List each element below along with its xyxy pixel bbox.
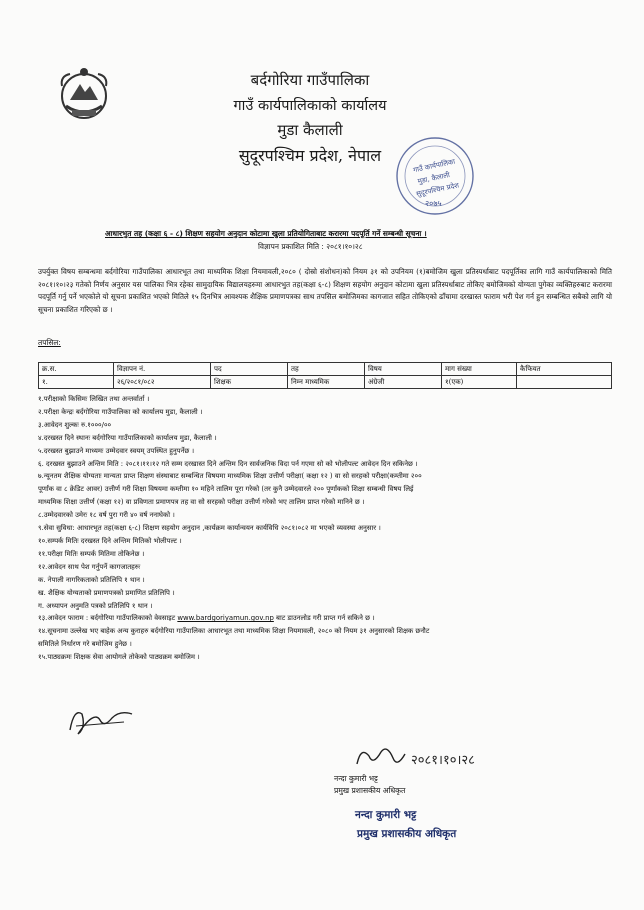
table-cell: निम्न माध्यमिक [288, 376, 365, 389]
table-label: तपसिल: [38, 338, 61, 347]
header-cell: विषय [365, 363, 442, 376]
conditions-list [38, 393, 614, 664]
list-item: समितिले निर्धारण गरे बमोजिम हुनेछ । [38, 640, 132, 649]
nepal-emblem-icon [52, 62, 116, 126]
item13-prefix: १३.आवेदन फाराम : बर्दगोरिया गाउँपालिकाको वेवसाइट [38, 614, 178, 623]
header-line-4: सुदूरपश्चिम प्रदेश, नेपाल [238, 146, 382, 165]
header-cell: तह [288, 363, 365, 376]
list-item: १०.सम्पर्क मितिः दरखस्त दिने अन्तिम मितिको भोलीपल्ट । [38, 536, 182, 545]
handwritten-signature-right [353, 738, 483, 776]
item13-suffix: बाट डाउनलोड गरी प्राप्त गर्न सकिने छ । [273, 614, 375, 623]
table-cell: अंग्रेजी [365, 376, 442, 389]
handwritten-date: २०८१।१०।२८ [411, 753, 475, 768]
notice-subject: आधारभुत तह (कक्षा ६ - ८) शिक्षण सहयोग अनुदान कोटामा खुला प्रतियोगिताबाट करारमा पदपूर्ति गर्ने सम्बन्धी सूचना । [105, 229, 427, 238]
website-link[interactable]: www.bardgoriyamun.gov.np [177, 614, 274, 623]
list-item: २.परीक्षा केन्द्रः बर्दगोरिया गाउँपालिका को कार्यालय मुडा, कैलाली । [38, 407, 203, 416]
seal-name: नन्दा कुमारी भट्ट [355, 809, 417, 821]
list-item: ९.सेवा सुविधा: आधारभूत तह(कक्षा ६-८) शिक्षण सहयोग अनुदान ,कार्यक्रम कार्यान्वयन कार्यविधि २०८१।०८२ मा भएको व्यवस्था अनुसार । [38, 524, 381, 533]
list-item: माध्यमिक शिक्षा उत्तीर्ण (कक्षा १२) वा प्रविणता प्रमाणपत्र तह वा सो सरहको परीक्षा उत्तीर्ण गरेको भए तालिम प्राप्त गरेको मानिने छ । [38, 498, 365, 507]
list-item: ६. दरखस्त बुझाउने अन्तिम मिति : २०८१।११।१२ गते सम्म दरखास्त दिने अन्तिम दिन सार्वजनिक विदा पर्न गएमा सो को भोलीपल्ट आवेदन दिन सकिनेछ । [38, 459, 418, 468]
table-cell: १(एक) [442, 376, 517, 389]
stamp-line-2: मुडा, कैलाली [416, 170, 451, 186]
stamp-line-1: गाउँ कार्यपालिका [412, 157, 456, 175]
header-cell: विज्ञापन नं. [114, 363, 211, 376]
header-line-1: बर्दगोरिया गाउँपालिका [250, 71, 370, 89]
stamp-year: २०७५ [425, 199, 442, 208]
header-line-3: मुडा कैलाली [277, 121, 343, 139]
list-item: ७.न्यूनतम शैक्षिक योग्यताः मान्यता प्राप्त शिक्षण संस्थाबाट सम्बन्धित विषयमा माध्यमिक शिक्षा उत्तीर्ण परीक्षा( कक्षा १२ ) वा सो सरहको परीक्षा(कम्तीमा २०० [38, 472, 422, 481]
signer-title: प्रमुख प्रशासकीय अधिकृत [334, 786, 406, 795]
list-item: १५.पाठ्यक्रमः शिक्षक सेवा आयोगले तोकेको पाठ्यक्रम बमोजिम । [38, 653, 200, 662]
header-line-2: गाउँ कार्यपालिकाको कार्यालय [233, 98, 387, 114]
table-header-row [39, 363, 612, 376]
list-item-13 [38, 612, 614, 625]
list-item: ३.आवेदन शुल्कः रु.१०००/०० [38, 420, 112, 429]
notice-paragraph: उपर्युक्त विषय सम्बन्धमा बर्दगोरिया गाउँपालिका आधारभूत तथा माध्यमिक शिक्षा नियमावली,२०८० ( दोस्रो संशोधन)को नियम ३१ को उपनियम (१)बमोजिम खुला प्रतिस्पर्धाबाट पदपूर्तिका लागि गाउँ कार्यपालिकाको मिति २०८१।१०।२३ गतेको निर्णय अनुसार यस पालिका भित्र रहेका सामुदायिक विद्यालयहरुमा आधारभुत तह(कक्षा ६-८) शिक्षण सहयोग अनुदान कोटामा खुला प्रतिस्पर्धाबाट तोकिए बमोजिमको योग्यता पुगेका व्यक्तिहरुबाट करारमा पदपूर्ति गर्नु पर्ने भएकोले यो सूचना प्रकाशित भएको मितिले १५ दिनभित्र आवश्यक शैक्षिक प्रमाणपत्रका साथ तपसिल बमोजिमका कागजात सहित तोकिएको ढाँचामा दरखास्त फाराम भरी पेश गर्न हुन सम्बन्धित सबैको लागि यो सूचना प्रकाशित गरिएको छ । [38, 267, 612, 314]
signer-name: नन्दा कुमारी भट्ट [334, 774, 378, 783]
header-cell: कैफियत [517, 363, 612, 376]
list-item: पूर्णांक वा ८ क्रेडिट आवर) उत्तीर्ण गरी शिक्षा विषयमा कम्तीमा १० महिने तालिम पूरा गरेको (तर कुनै उम्मेदवारले २०० पूर्णांकको शिक्षा सम्बन्धी विषय लिई [38, 485, 414, 494]
list-item: ख. शैक्षिक योग्यताको प्रमाणपत्रको प्रमाणित प्रतिलिपि । [38, 588, 175, 597]
list-item: ११.परीक्षा मितिः सम्पर्क मितिमा तोकिनेछ । [38, 549, 145, 558]
office-stamp [385, 130, 477, 222]
table-cell: शिक्षक [211, 376, 288, 389]
handwritten-signature-left [64, 700, 138, 740]
table-cell: १. [39, 376, 114, 389]
list-item: ग. अध्यापन अनुमति पत्रको प्रतिलिपि १ थान । [38, 601, 153, 610]
list-item: १.परीक्षाको किसिमः लिखित तथा अन्तर्वार्ता । [38, 395, 150, 403]
list-item: ८.उम्मेदवारको उमेरः १८ वर्ष पुरा गरी ४० वर्ष ननाघेको । [38, 511, 175, 520]
list-item: ४.दरखस्त दिने स्थानः बर्दगोरिया गाउँपालिकाको कार्यालय मुडा, कैलाली । [38, 433, 217, 442]
publication-date: विज्ञापन प्रकाशित मिति : २०८१।१०।२८ [258, 242, 363, 251]
vacancy-table [38, 362, 612, 389]
table-row [39, 376, 612, 389]
table-cell: २६/२०८१/०८२ [114, 376, 211, 389]
header-cell: पद [211, 363, 288, 376]
stamp-line-3: सुदूरपश्चिम प्रदेश [415, 181, 460, 199]
header-cell: क्र.स. [39, 363, 114, 376]
table-cell [517, 376, 612, 389]
header-cell: माग संख्या [442, 363, 517, 376]
seal-title: प्रमुख प्रशासकीय अधिकृत [357, 828, 457, 840]
list-item: ५.दरखस्त बुझाउने माध्यमः उम्मेदवार स्वयम् उपस्थित हुनुपर्नेछ । [38, 446, 195, 455]
list-item: १२.आवेदन साथ पेश गर्नुपर्ने कागजातहरुः [38, 562, 141, 571]
list-item: क. नेपाली नागरिकताको प्रतिलिपि १ थान । [38, 575, 145, 584]
list-item: १४.सूचनामा उल्लेख भए बाहेक अन्य कुराहरु बर्दगोरिया गाउँपालिका आधारभूत तथा माध्यमिक शिक्षा नियमावली, २०८० को नियम ३१ अनुसारको शिक्षक छनौट [38, 627, 430, 636]
